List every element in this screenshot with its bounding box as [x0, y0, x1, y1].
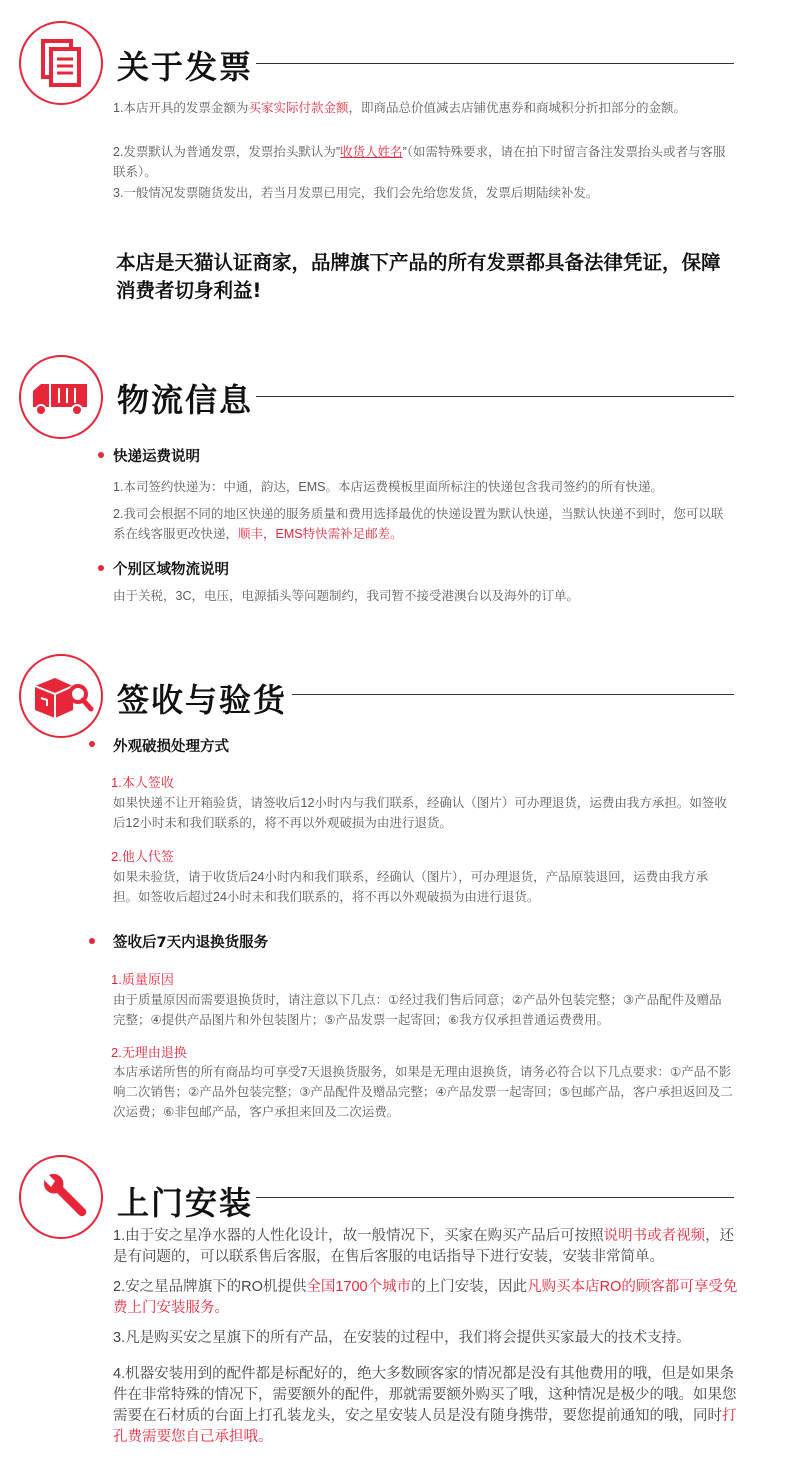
logistics-icon-circle: [19, 355, 103, 439]
divider: [256, 63, 734, 64]
receipt-icon-circle: [19, 654, 103, 738]
document-icon: [21, 23, 101, 103]
receipt-noreason-text: 本店承诺所售的所有商品均可享受7天退换货服务，如果是无理由退换货，请务必符合以下几点要求：①产品不影响二次销售；②产品外包装完整；③产品配件及赠品完整；④产品发票一起寄回；⑤包邮产品，客户承担返回及二次运费；⑥非包邮产品，客户承担来回及二次运费。: [113, 1065, 733, 1119]
receipt-quality-title: 1.质量原因: [111, 972, 174, 987]
bullet-dot: [98, 452, 104, 458]
divider: [292, 694, 734, 695]
install-item-1: 1.由于安之星净水器的人性化设计，故一般情况下，买家在购买产品后可按照说明书或者视频，还是有问题的，可以联系售后客服，在售后客服的电话指导下进行安装，安装非常简单。: [113, 1228, 735, 1265]
receipt-proxy-sign-title: 2.他人代签: [111, 849, 174, 864]
logistics-p2: 2.我司会根据不同的地区快递的服务质量和费用选择最优的快递设置为默认快递，当默认快递不到时，您可以联系在线客服更改快递，顺丰，EMS特快需补足邮差。: [113, 507, 724, 541]
receipt-proxy-sign-text: 如果未验货，请于收货后24小时内和我们联系，经确认（图片），可办理退货，产品原装退回，运费由我方承担。如签收后超过24小时未和我们联系的，将不再以外观破损为由进行退货。: [113, 870, 709, 904]
receipt-noreason-title: 2.无理由退换: [111, 1045, 187, 1060]
logistics-sub-region: 个别区域物流说明: [113, 562, 229, 578]
invoice-item-2: 2.发票默认为普通发票，发票抬头默认为”收货人姓名”（如需特殊要求，请在拍下时留言备注发票抬头或者与客服联系）。: [113, 145, 726, 179]
logistics-p3: 由于关税，3C，电压，电源插头等问题制约，我司暂不接受港澳台以及海外的订单。: [113, 589, 579, 603]
receipt-sub-damage: 外观破损处理方式: [113, 739, 229, 755]
install-item-4: 4.机器安装用到的配件都是标配好的，绝大多数顾客家的情况都是没有其他费用的哦，但是如果条件在非常特殊的情况下，需要额外的配件，那就需要额外购买了哦，这种情况是极少的哦。如果您需要在石材质的台面上打孔装龙头，安之星安装人员是没有随身携带，要您提前通知的哦，同时打孔费需要您自己承担哦。: [113, 1366, 737, 1445]
divider: [256, 396, 734, 397]
logistics-p1: 1.本司签约快递为：中通，韵达，EMS。本店运费模板里面所标注的快递包含我司签约的所有快递。: [113, 480, 664, 494]
receipt-self-sign-text: 如果快递不让开箱验货，请签收后12小时内与我们联系，经确认（图片）可办理退货，运费由我方承担。如签收后12小时未和我们联系的，将不再以外观破损为由进行退货。: [113, 796, 727, 830]
bullet-dot: [98, 565, 104, 571]
invoice-item-3: 3.一般情况发票随货发出，若当月发票已用完，我们会先给您发货，发票后期陆续补发。: [113, 186, 599, 200]
receipt-self-sign-title: 1.本人签收: [111, 775, 174, 790]
logistics-sub-fee: 快递运费说明: [113, 449, 200, 465]
package-inspect-icon: [21, 656, 101, 736]
logistics-title: 物流信息: [117, 381, 254, 419]
invoice-title: 关于发票: [117, 48, 254, 86]
receipt-sub-return: 签收后7天内退换货服务: [113, 935, 269, 951]
divider: [256, 1197, 734, 1198]
wrench-icon: [21, 1157, 101, 1237]
receipt-quality-text: 由于质量原因而需要退换货时，请注意以下几点：①经过我们售后同意；②产品外包装完整；③产品配件及赠品完整；④提供产品图片和外包装图片；⑤产品发票一起寄回；⑥我方仅承担普通运费费用。: [113, 993, 722, 1027]
invoice-icon-circle: [19, 21, 103, 105]
bullet-dot: [89, 938, 95, 944]
install-title: 上门安装: [117, 1184, 254, 1222]
truck-icon: [21, 357, 101, 437]
receipt-title: 签收与验货: [117, 681, 288, 719]
install-item-2: 2.安之星品牌旗下的RO机提供全国1700个城市的上门安装，因此凡购买本店RO的顾客都可享受免费上门安装服务。: [113, 1279, 738, 1316]
install-icon-circle: [19, 1155, 103, 1239]
install-item-3: 3.凡是购买安之星旗下的所有产品，在安装的过程中，我们将会提供买家最大的技术支持。: [113, 1330, 691, 1346]
bullet-dot: [89, 741, 95, 747]
invoice-item-1: 1.本店开具的发票金额为买家实际付款金额，即商品总价值减去店铺优惠券和商城积分折扣部分的金额。: [113, 101, 686, 115]
invoice-note: 本店是天猫认证商家，品牌旗下产品的所有发票都具备法律凭证，保障消费者切身利益!: [116, 251, 721, 302]
